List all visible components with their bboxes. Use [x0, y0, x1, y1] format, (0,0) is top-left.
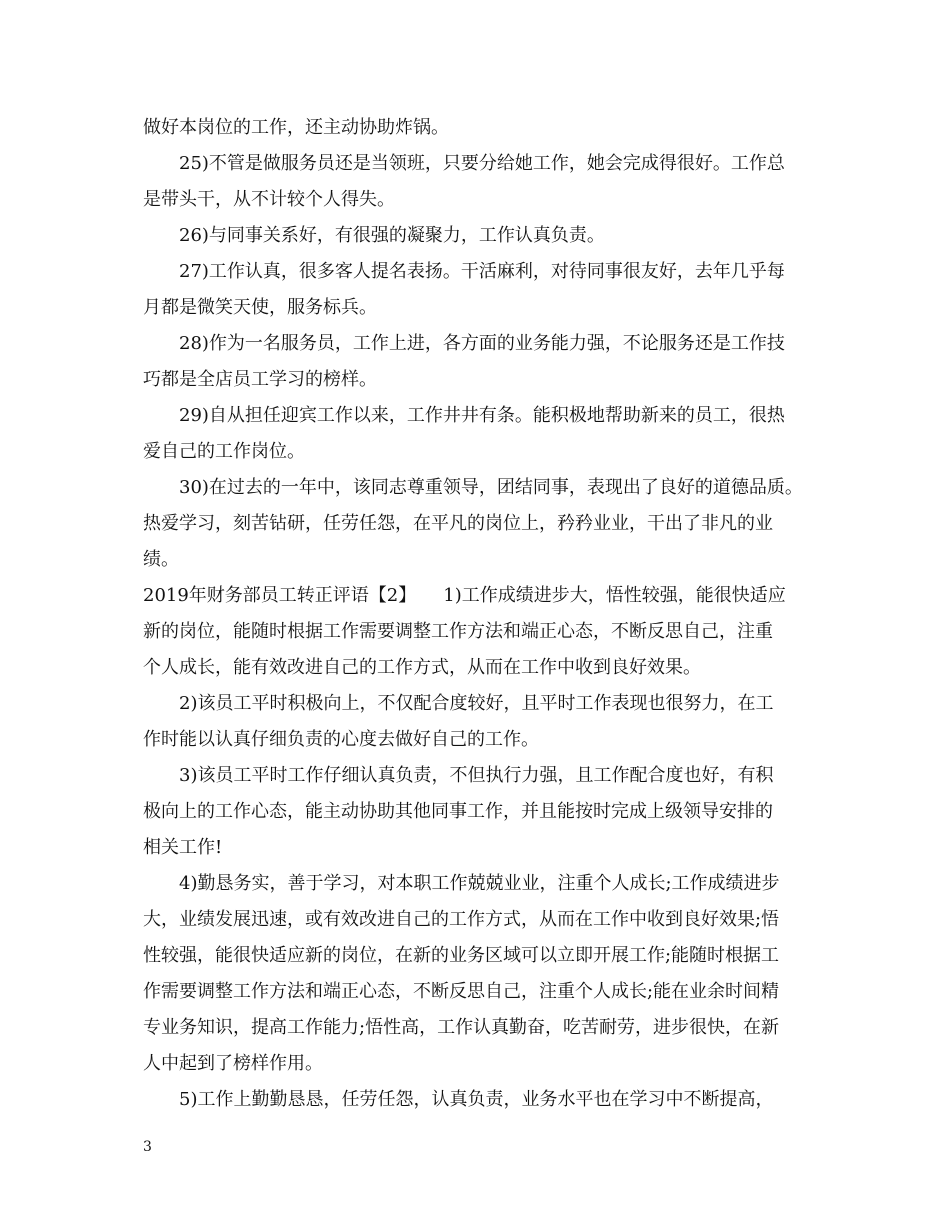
text-line: 人中起到了榜样作用。 [143, 1053, 323, 1074]
text-line: 做好本岗位的工作，还主动协助炸锅。 [143, 117, 449, 138]
text-line: 作需要调整工作方法和端正心态，不断反思自己，注重个人成长;能在业余时间精 [143, 981, 780, 1002]
text-line: 27)工作认真，很多客人提名表扬。干活麻利，对待同事很友好，去年几乎每 [179, 261, 785, 282]
text-line: 25)不管是做服务员还是当领班，只要分给她工作，她会完成得很好。工作总 [179, 153, 785, 174]
text-line: 3)该员工平时工作仔细认真负责，不但执行力强，且工作配合度也好，有积 [179, 765, 774, 786]
text-line: 月都是微笑天使，服务标兵。 [143, 297, 377, 318]
text-line: 新的岗位，能随时根据工作需要调整工作方法和端正心态，不断反思自己，注重 [143, 621, 773, 642]
body-text [143, 110, 819, 1118]
text-line: 爱自己的工作岗位。 [143, 441, 305, 462]
text-line: 个人成长，能有效改进自己的工作方式，从而在工作中收到良好效果。 [143, 657, 701, 678]
text-line: 极向上的工作心态，能主动协助其他同事工作，并且能按时完成上级领导安排的 [143, 801, 773, 822]
text-line: 28)作为一名服务员，工作上进，各方面的业务能力强，不论服务还是工作技 [179, 333, 785, 354]
text-line: 2)该员工平时积极向上，不仅配合度较好，且平时工作表现也很努力，在工 [179, 693, 774, 714]
text-line: 作时能以认真仔细负责的心度去做好自己的工作。 [143, 729, 539, 750]
text-line: 绩。 [143, 549, 179, 570]
text-line: 专业务知识，提高工作能力;悟性高，工作认真勤奋，吃苦耐劳，进步很快，在新 [143, 1017, 780, 1038]
page-number: 3 [143, 1139, 152, 1155]
text-line: 相关工作! [143, 837, 223, 858]
text-line: 性较强，能很快适应新的岗位，在新的业务区域可以立即开展工作;能随时根据工 [143, 945, 780, 966]
text-line: 29)自从担任迎宾工作以来，工作井井有条。能积极地帮助新来的员工，很热 [179, 405, 785, 426]
text-line: 大，业绩发展迅速，或有效改进自己的工作方式，从而在工作中收到良好效果;悟 [143, 909, 780, 930]
text-line: 热爱学习，刻苦钻研，任劳任怨，在平凡的岗位上，矜矜业业，干出了非凡的业 [143, 513, 773, 534]
text-line: 5)工作上勤勤恳恳，任劳任怨，认真负责，业务水平也在学习中不断提高， [179, 1089, 774, 1110]
text-line: 是带头干，从不计较个人得失。 [143, 189, 395, 210]
text-line: 4)勤恳务实，善于学习，对本职工作兢兢业业，注重个人成长;工作成绩进步 [179, 873, 780, 894]
text-line: 2019年财务部员工转正评语【2】 1)工作成绩进步大，悟性较强，能很快适应 [143, 585, 786, 606]
text-line: 巧都是全店员工学习的榜样。 [143, 369, 377, 390]
text-line: 26)与同事关系好，有很强的凝聚力，工作认真负责。 [179, 225, 605, 246]
text-line: 30)在过去的一年中，该同志尊重领导，团结同事，表现出了良好的道德品质。 [179, 477, 803, 498]
